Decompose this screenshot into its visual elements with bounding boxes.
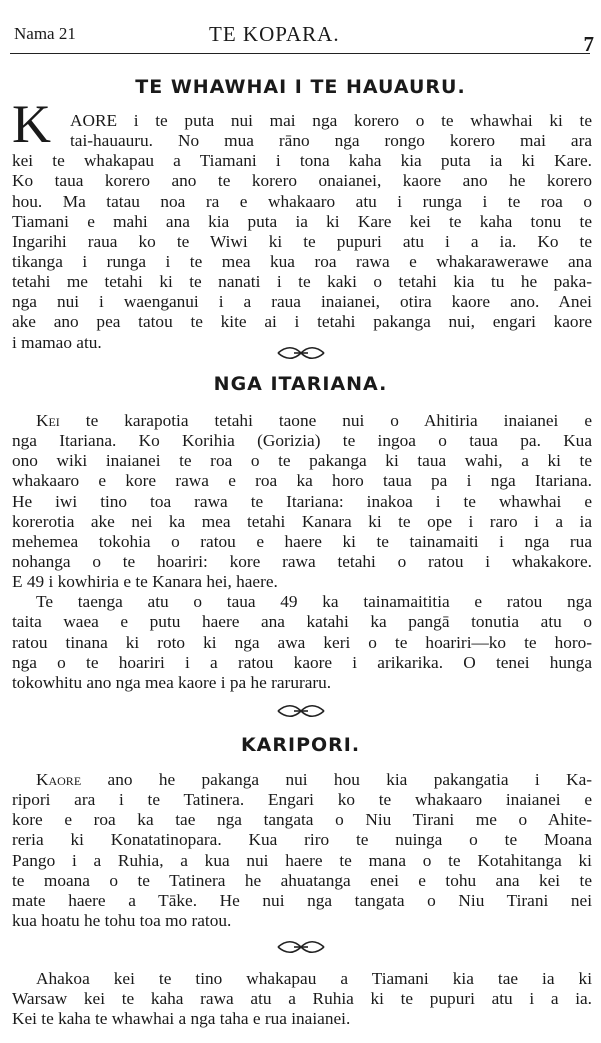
section-ornament: [0, 939, 601, 958]
lead-word: Kaore: [36, 770, 82, 789]
text-line: Pango i a Ruhia, a kua nui haere te mana o te Kotahitanga ki: [12, 850, 592, 870]
text-line: E 49 i kowhiria e te Kanara hei, haere.: [12, 572, 278, 592]
text-line: tai-hauauru. No mua rāno nga rongo korero mai ara: [70, 131, 592, 151]
text-line: te moana o te Tatinera he ahuatanga enei e tohu ana kei te: [12, 870, 592, 890]
text-line: ratou tinana ki roto ki nga awa keri o te hoariri—ko te horo-: [12, 632, 592, 652]
text-line: Ingarihi raua ko te Wiwi ki te pupuri atu i a ia. Ko te: [12, 231, 592, 251]
text-line: He iwi tino toa rawa te Itariana: inakoa i te whawhai e: [12, 491, 592, 511]
issue-number: Nama 21: [14, 24, 76, 43]
lead-word: Kei: [36, 411, 60, 430]
text-line: Te taenga atu o taua 49 ka tainamaititia e ratou nga: [36, 592, 592, 612]
text-line: reria ki Konatatinopara. Kua riro te nuinga o te Moana: [12, 830, 592, 850]
text-line: nga nui i waenganui i a raua inaianei, otira kaore ano. Anei: [12, 292, 592, 312]
text-line: taita waea e putu haere ana katahi ka pangā tonutia atu o: [12, 612, 592, 632]
text-line: mehemea tokohia o ratou e haere ki te tainamaiti i nga rua: [12, 531, 592, 551]
ornament-icon: [276, 940, 326, 954]
text-line: nga o te hoariri i a ratou kaore i arikarika. O tenei hunga: [12, 652, 592, 672]
text-line: Kaore ano he pakanga nui hou kia pakangatia i Ka-: [36, 770, 592, 789]
text-line: Kei te kaha te whawhai a nga taha e rua inaianei.: [12, 1009, 351, 1029]
text-line: nohanga o te hoariri: kore rawa tetahi o ratou i whakakore.: [12, 551, 592, 571]
text-line: Ko taua korero ano te korero onaianei, kaore ano he korero: [12, 171, 592, 191]
text-line: ono wiki inaianei te roa o te pakanga ki taua wahi, a ki te: [12, 451, 592, 471]
section-ornament: [0, 345, 601, 364]
article-heading-italians: NGA ITARIANA.: [213, 373, 388, 395]
ornament-icon: [276, 346, 326, 360]
article-body-gallipoli: [12, 770, 592, 931]
text-line: nga Itariana. Ko Korihia (Gorizia) te ingoa o taua pa. Kua: [12, 431, 592, 451]
text-line: korerotia ake nei ka mea tetahi Kanara ki te ope i raro i a ia: [12, 511, 592, 531]
article-body-warsaw: [12, 969, 592, 1029]
text-line: tetahi me tetahi ki te nanati i te kaki o tetahi kia tu he paka-: [12, 272, 592, 292]
article-body-italians: [12, 411, 592, 693]
text-line: mate haere a Tāke. He nui nga tangata o Niu Tirani nei: [12, 890, 592, 910]
text-line: ake ano pea tatou te kite ai i tetahi pakanga nui, engari kaore: [12, 312, 592, 332]
text-line: Kei te karapotia tetahi taone nui o Ahitiria inaianei e: [36, 411, 592, 430]
text-line: tikanga i runga i te mea kua roa rawa e whakarawerawe ana: [12, 251, 592, 271]
article-body-western-war: [12, 111, 592, 353]
text-line: kei te whakapau a Tiamani i tona kaha kia puta ia ki Kare.: [12, 151, 592, 171]
running-header: [14, 22, 594, 56]
publication-title: TE KOPARA.: [209, 22, 340, 46]
text-line: Ahakoa kei te tino whakapau a Tiamani kia tae ia ki: [36, 969, 592, 988]
text-line: AORE i te puta nui mai nga korero o te whawhai ki te: [70, 111, 592, 130]
text-line: ripori ara i te Tatinera. Engari ko te whakaaro inaianei e: [12, 790, 592, 810]
ornament-icon: [276, 704, 326, 718]
drop-cap: K: [12, 94, 51, 154]
article-heading-gallipoli: KARIPORI.: [240, 734, 361, 756]
text-line: Tiamani e mahi ana kia puta ia ki Kare kei te kaha tonu te: [12, 211, 592, 231]
text-line: Warsaw kei te kaha rawa atu a Ruhia ki te pupuri atu i a ia.: [12, 989, 592, 1009]
text-line: kore e roa ka tae nga tangata o Niu Tirani me o Ahite-: [12, 810, 592, 830]
text-line: whakaaro e kore rawa e roa ka horo taua pa i nga Itariana.: [12, 471, 592, 491]
header-rule: [10, 53, 590, 54]
article-heading-western-war: TE WHAWHAI I TE HAUAURU.: [135, 76, 466, 98]
text-line: kua hoatu he tohu toa mo ratou.: [12, 910, 232, 930]
text-line: i mamao atu.: [12, 332, 102, 352]
section-ornament: [0, 703, 601, 722]
text-line: tokowhitu ano nga mea kaore i pa he raruraru.: [12, 672, 332, 692]
page-number: 7: [583, 32, 594, 56]
text-line: hou. Ma tatau noa ra e whakaaro atu i runga i te roa o: [12, 191, 592, 211]
